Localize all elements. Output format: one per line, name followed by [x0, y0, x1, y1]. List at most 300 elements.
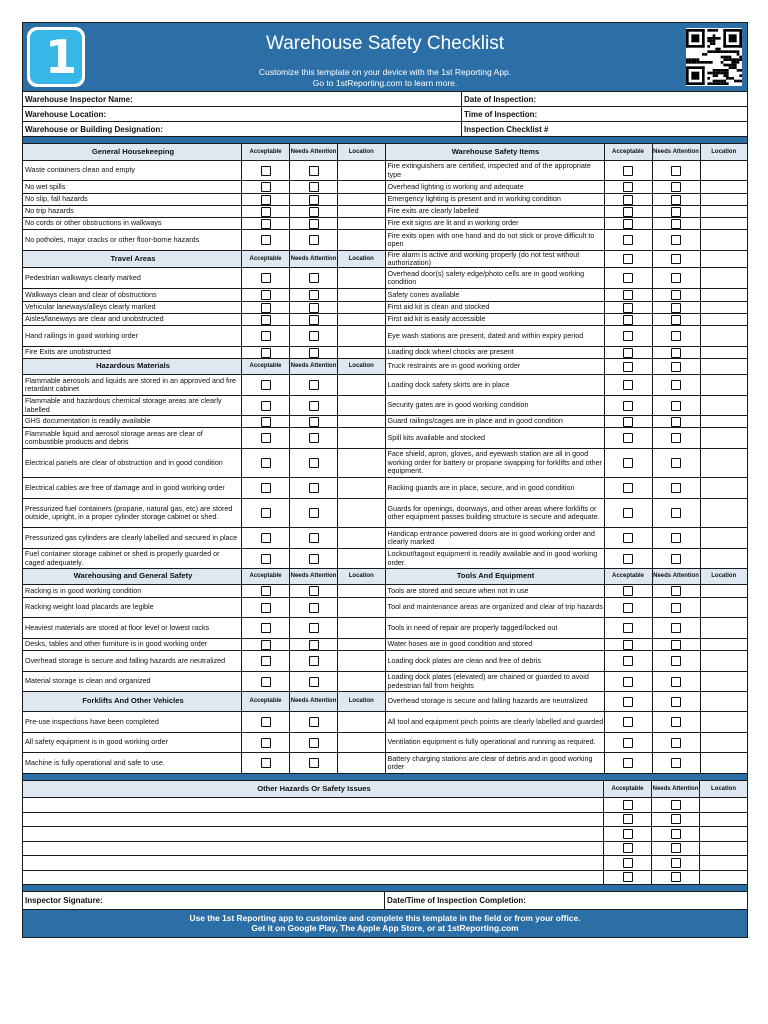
location-cell[interactable] — [701, 549, 748, 568]
needs-attention-checkbox[interactable] — [309, 331, 319, 341]
location-cell[interactable] — [701, 326, 748, 346]
needs-attention-checkbox[interactable] — [671, 738, 681, 748]
location-cell[interactable] — [338, 161, 385, 180]
needs-attention-checkbox[interactable] — [309, 315, 319, 325]
location-cell[interactable] — [338, 672, 385, 691]
acceptable-checkbox[interactable] — [261, 417, 271, 427]
needs-attention-checkbox[interactable] — [671, 207, 681, 217]
acceptable-checkbox[interactable] — [623, 362, 633, 372]
location-cell[interactable] — [338, 375, 385, 395]
location-cell[interactable] — [701, 302, 748, 313]
acceptable-checkbox[interactable] — [623, 401, 633, 411]
acceptable-checkbox[interactable] — [261, 182, 271, 192]
location-cell[interactable] — [338, 639, 385, 650]
needs-attention-checkbox[interactable] — [309, 273, 319, 283]
needs-attention-checkbox[interactable] — [309, 433, 319, 443]
section-header — [23, 358, 385, 374]
location-cell[interactable] — [338, 449, 385, 477]
acceptable-checkbox[interactable] — [623, 348, 633, 358]
checklist-row — [386, 732, 748, 752]
location-cell[interactable] — [701, 733, 748, 752]
acceptable-checkbox[interactable] — [623, 586, 633, 596]
checklist-item-label: Loading dock wheel chocks are present — [386, 347, 605, 358]
acceptable-cell — [605, 289, 653, 301]
checklist-row — [23, 193, 385, 205]
needs-attention-checkbox[interactable] — [671, 458, 681, 468]
needs-attention-cell — [290, 375, 338, 395]
location-cell[interactable] — [338, 651, 385, 671]
location-cell[interactable] — [701, 692, 748, 711]
acceptable-column-header: Acceptable — [242, 251, 290, 267]
needs-attention-checkbox[interactable] — [671, 290, 681, 300]
needs-attention-checkbox[interactable] — [671, 717, 681, 727]
other-hazard-text[interactable] — [23, 813, 604, 827]
location-cell[interactable] — [701, 161, 748, 180]
checklist-row — [23, 346, 385, 358]
acceptable-checkbox[interactable] — [623, 717, 633, 727]
location-cell[interactable] — [338, 181, 385, 193]
acceptable-checkbox[interactable] — [623, 195, 633, 205]
needs-attention-cell — [653, 499, 701, 527]
acceptable-checkbox[interactable] — [261, 640, 271, 650]
location-cell[interactable] — [338, 528, 385, 548]
needs-attention-checkbox[interactable] — [309, 417, 319, 427]
acceptable-cell — [605, 528, 653, 548]
location-cell[interactable] — [338, 302, 385, 313]
acceptable-checkbox[interactable] — [261, 303, 271, 313]
acceptable-checkbox[interactable] — [623, 458, 633, 468]
checklist-row — [23, 448, 385, 477]
needs-attention-checkbox[interactable] — [671, 380, 681, 390]
checklist-row — [23, 752, 385, 773]
acceptable-checkbox[interactable] — [623, 758, 633, 768]
location-cell[interactable] — [701, 651, 748, 671]
checklist-row — [386, 477, 748, 498]
acceptable-column-header: Acceptable — [242, 359, 290, 374]
acceptable-checkbox[interactable] — [623, 433, 633, 443]
needs-attention-checkbox[interactable] — [309, 182, 319, 192]
needs-attention-checkbox[interactable] — [671, 182, 681, 192]
needs-attention-checkbox[interactable] — [671, 697, 681, 707]
acceptable-checkbox[interactable] — [623, 235, 633, 245]
needs-attention-column-header: Needs Attention — [290, 569, 338, 584]
checklist-row — [386, 358, 748, 374]
acceptable-checkbox[interactable] — [261, 348, 271, 358]
location-cell[interactable] — [701, 194, 748, 205]
location-cell[interactable] — [338, 230, 385, 250]
needs-attention-checkbox[interactable] — [671, 166, 681, 176]
acceptable-checkbox[interactable] — [623, 331, 633, 341]
needs-attention-checkbox[interactable] — [309, 401, 319, 411]
needs-attention-checkbox[interactable] — [671, 586, 681, 596]
checklist-row — [386, 346, 748, 358]
needs-attention-checkbox[interactable] — [671, 273, 681, 283]
acceptable-checkbox[interactable] — [261, 656, 271, 666]
checklist-item-label: Flammable and hazardous chemical storage areas are clearly labelled — [23, 396, 242, 415]
checklist-item-label: Fire alarm is active and working properly (do not test without authorization) — [386, 251, 605, 267]
acceptable-checkbox[interactable] — [261, 603, 271, 613]
location-cell[interactable] — [701, 598, 748, 617]
needs-attention-checkbox[interactable] — [671, 219, 681, 229]
location-cell[interactable] — [701, 449, 748, 477]
needs-attention-checkbox[interactable] — [671, 417, 681, 427]
needs-attention-checkbox[interactable] — [309, 554, 319, 564]
checklist-row — [386, 548, 748, 568]
needs-attention-checkbox[interactable] — [309, 656, 319, 666]
location-column-header: Location — [701, 569, 748, 584]
acceptable-checkbox[interactable] — [261, 401, 271, 411]
needs-attention-cell — [652, 827, 700, 841]
checklist-item-label: Loading dock safety skirts are in place — [386, 375, 605, 395]
needs-attention-checkbox[interactable] — [309, 235, 319, 245]
needs-attention-cell — [290, 230, 338, 250]
acceptable-cell — [605, 416, 653, 427]
completion-datetime-field[interactable]: Date/Time of Inspection Completion: — [387, 896, 526, 905]
acceptable-cell — [605, 375, 653, 395]
acceptable-checkbox[interactable] — [261, 331, 271, 341]
acceptable-cell — [242, 598, 290, 617]
acceptable-checkbox[interactable] — [261, 483, 271, 493]
checklist-row — [386, 180, 748, 193]
needs-attention-checkbox[interactable] — [671, 858, 681, 868]
section-title: Travel Areas — [23, 251, 242, 267]
location-cell[interactable] — [338, 396, 385, 415]
location-cell[interactable] — [338, 206, 385, 217]
checklist-number-field[interactable]: Inspection Checklist # — [462, 121, 747, 136]
acceptable-cell — [242, 206, 290, 217]
location-column-header: Location — [338, 359, 385, 374]
checklist-item-label: Fire extinguishers are certified, inspected and of the appropriate type — [386, 161, 605, 180]
location-cell[interactable] — [338, 549, 385, 568]
inspector-signature-field[interactable]: Inspector Signature: — [23, 892, 385, 909]
location-cell[interactable] — [701, 375, 748, 395]
location-cell[interactable] — [701, 218, 748, 229]
acceptable-checkbox[interactable] — [261, 195, 271, 205]
acceptable-checkbox[interactable] — [261, 738, 271, 748]
location-cell[interactable] — [701, 268, 748, 288]
acceptable-checkbox[interactable] — [623, 677, 633, 687]
needs-attention-checkbox[interactable] — [309, 717, 319, 727]
needs-attention-checkbox[interactable] — [671, 623, 681, 633]
divider-bar — [23, 773, 747, 780]
acceptable-checkbox[interactable] — [261, 235, 271, 245]
needs-attention-checkbox[interactable] — [671, 433, 681, 443]
other-hazard-text[interactable] — [23, 842, 604, 856]
acceptable-cell — [604, 813, 652, 827]
location-cell[interactable] — [338, 268, 385, 288]
acceptable-checkbox[interactable] — [261, 586, 271, 596]
location-cell[interactable] — [700, 871, 747, 885]
needs-attention-checkbox[interactable] — [671, 829, 681, 839]
acceptable-cell — [242, 194, 290, 205]
needs-attention-checkbox[interactable] — [309, 303, 319, 313]
checklist-item-label: Guards for openings, doorways, and other areas where forklifts or other equipment passes building structure is secure and adequate. — [386, 499, 605, 527]
needs-attention-checkbox[interactable] — [671, 315, 681, 325]
checklist-row — [23, 229, 385, 250]
location-cell[interactable] — [701, 230, 748, 250]
acceptable-checkbox[interactable] — [261, 458, 271, 468]
checklist-row — [386, 374, 748, 395]
acceptable-checkbox[interactable] — [623, 697, 633, 707]
checklist-item-label: Ventilation equipment is fully operational and running as required. — [386, 733, 605, 752]
acceptable-checkbox[interactable] — [261, 380, 271, 390]
location-cell[interactable] — [338, 194, 385, 205]
acceptable-checkbox[interactable] — [261, 533, 271, 543]
acceptable-checkbox[interactable] — [623, 290, 633, 300]
acceptable-checkbox[interactable] — [261, 433, 271, 443]
acceptable-checkbox[interactable] — [261, 219, 271, 229]
right-checklist — [386, 143, 748, 773]
location-cell[interactable] — [700, 798, 747, 812]
location-cell[interactable] — [701, 499, 748, 527]
needs-attention-checkbox[interactable] — [309, 195, 319, 205]
checklist-row — [23, 498, 385, 527]
inspector-name-field[interactable]: Warehouse Inspector Name: — [23, 91, 462, 106]
location-cell[interactable] — [701, 206, 748, 217]
other-hazard-text[interactable] — [23, 856, 604, 870]
needs-attention-checkbox[interactable] — [309, 603, 319, 613]
acceptable-checkbox[interactable] — [623, 166, 633, 176]
needs-attention-checkbox[interactable] — [309, 508, 319, 518]
acceptable-cell — [242, 585, 290, 597]
needs-attention-checkbox[interactable] — [671, 362, 681, 372]
location-cell[interactable] — [701, 672, 748, 691]
acceptable-checkbox[interactable] — [623, 508, 633, 518]
needs-attention-checkbox[interactable] — [309, 738, 319, 748]
location-cell[interactable] — [701, 585, 748, 597]
checklist-row — [386, 427, 748, 448]
needs-attention-checkbox[interactable] — [309, 623, 319, 633]
checklist-row — [23, 205, 385, 217]
location-cell[interactable] — [338, 347, 385, 358]
location-cell[interactable] — [701, 712, 748, 732]
needs-attention-checkbox[interactable] — [671, 533, 681, 543]
location-cell[interactable] — [338, 289, 385, 301]
location-column-header: Location — [338, 144, 385, 160]
checklist-row — [386, 597, 748, 617]
other-hazards-section — [23, 780, 747, 884]
checklist-row — [386, 752, 748, 773]
checklist-item-label: First aid kit is clean and stocked — [386, 302, 605, 313]
needs-attention-checkbox[interactable] — [309, 348, 319, 358]
acceptable-cell — [605, 230, 653, 250]
acceptable-checkbox[interactable] — [261, 623, 271, 633]
needs-attention-checkbox[interactable] — [671, 843, 681, 853]
location-cell[interactable] — [701, 396, 748, 415]
location-cell[interactable] — [338, 478, 385, 498]
needs-attention-cell — [653, 206, 701, 217]
checklist-item-label: No wet spills — [23, 181, 242, 193]
acceptable-cell — [242, 230, 290, 250]
section-title: Hazardous Materials — [23, 359, 242, 374]
location-cell[interactable] — [338, 499, 385, 527]
acceptable-checkbox[interactable] — [623, 303, 633, 313]
needs-attention-checkbox[interactable] — [671, 331, 681, 341]
needs-attention-checkbox[interactable] — [671, 872, 681, 882]
acceptable-checkbox[interactable] — [623, 656, 633, 666]
acceptable-checkbox[interactable] — [623, 219, 633, 229]
location-cell[interactable] — [701, 428, 748, 448]
location-cell[interactable] — [338, 598, 385, 617]
location-cell[interactable] — [700, 856, 747, 870]
acceptable-cell — [242, 672, 290, 691]
location-cell[interactable] — [338, 428, 385, 448]
time-field[interactable]: Time of Inspection: — [462, 106, 747, 121]
needs-attention-cell — [653, 672, 701, 691]
checklist-row — [23, 217, 385, 229]
location-cell[interactable] — [700, 813, 747, 827]
acceptable-checkbox[interactable] — [623, 843, 633, 853]
acceptable-checkbox[interactable] — [623, 533, 633, 543]
needs-attention-checkbox[interactable] — [309, 166, 319, 176]
acceptable-cell — [604, 871, 652, 885]
needs-attention-checkbox[interactable] — [671, 758, 681, 768]
location-cell[interactable] — [338, 416, 385, 427]
checklist-item-label: Overhead door(s) safety edge/photo cells are in good working condition — [386, 268, 605, 288]
checklist-item-label: All tool and equipment pinch points are clearly labelled and guarded — [386, 712, 605, 732]
acceptable-checkbox[interactable] — [261, 677, 271, 687]
checklist-row — [386, 638, 748, 650]
other-hazard-text[interactable] — [23, 871, 604, 885]
acceptable-checkbox[interactable] — [261, 554, 271, 564]
needs-attention-checkbox[interactable] — [671, 677, 681, 687]
checklist-row — [386, 229, 748, 250]
acceptable-checkbox[interactable] — [623, 483, 633, 493]
location-cell[interactable] — [701, 753, 748, 773]
date-field[interactable]: Date of Inspection: — [462, 91, 747, 106]
acceptable-checkbox[interactable] — [623, 814, 633, 824]
location-cell[interactable] — [701, 528, 748, 548]
location-cell[interactable] — [701, 618, 748, 638]
needs-attention-checkbox[interactable] — [671, 800, 681, 810]
location-cell[interactable] — [701, 478, 748, 498]
acceptable-cell — [605, 326, 653, 346]
location-cell[interactable] — [338, 585, 385, 597]
acceptable-checkbox[interactable] — [261, 758, 271, 768]
location-cell[interactable] — [700, 827, 747, 841]
needs-attention-cell — [290, 499, 338, 527]
needs-attention-checkbox[interactable] — [671, 640, 681, 650]
needs-attention-checkbox[interactable] — [671, 401, 681, 411]
location-cell[interactable] — [338, 218, 385, 229]
needs-attention-checkbox[interactable] — [309, 458, 319, 468]
needs-attention-checkbox[interactable] — [309, 207, 319, 217]
needs-attention-checkbox[interactable] — [309, 533, 319, 543]
location-cell[interactable] — [338, 733, 385, 752]
acceptable-checkbox[interactable] — [623, 738, 633, 748]
needs-attention-checkbox[interactable] — [671, 303, 681, 313]
needs-attention-checkbox[interactable] — [671, 195, 681, 205]
location-cell[interactable] — [338, 618, 385, 638]
location-cell[interactable] — [701, 251, 748, 267]
acceptable-checkbox[interactable] — [623, 417, 633, 427]
needs-attention-checkbox[interactable] — [309, 677, 319, 687]
checklist-item-label: No slip, fall hazards — [23, 194, 242, 205]
acceptable-checkbox[interactable] — [623, 872, 633, 882]
acceptable-checkbox[interactable] — [623, 254, 633, 264]
location-column-header: Location — [701, 144, 748, 160]
needs-attention-cell — [290, 314, 338, 325]
acceptable-checkbox[interactable] — [623, 603, 633, 613]
location-cell[interactable] — [701, 359, 748, 374]
acceptable-checkbox[interactable] — [623, 207, 633, 217]
acceptable-checkbox[interactable] — [623, 829, 633, 839]
checklist-item-label: Material storage is clean and organized — [23, 672, 242, 691]
needs-attention-checkbox[interactable] — [309, 758, 319, 768]
acceptable-checkbox[interactable] — [623, 800, 633, 810]
acceptable-checkbox[interactable] — [261, 508, 271, 518]
needs-attention-checkbox[interactable] — [671, 483, 681, 493]
needs-attention-cell — [290, 753, 338, 773]
location-cell[interactable] — [701, 347, 748, 358]
acceptable-checkbox[interactable] — [623, 315, 633, 325]
checklist-item-label: Truck restraints are in good working order — [386, 359, 605, 374]
checklist-item-label: Spill kits available and stocked — [386, 428, 605, 448]
checklist-row — [23, 374, 385, 395]
acceptable-checkbox[interactable] — [261, 290, 271, 300]
needs-attention-checkbox[interactable] — [309, 640, 319, 650]
location-cell[interactable] — [701, 314, 748, 325]
needs-attention-checkbox[interactable] — [309, 219, 319, 229]
acceptable-checkbox[interactable] — [623, 858, 633, 868]
needs-attention-checkbox[interactable] — [671, 603, 681, 613]
other-hazard-text[interactable] — [23, 798, 604, 812]
location-field[interactable]: Warehouse Location: — [23, 106, 462, 121]
needs-attention-checkbox[interactable] — [671, 554, 681, 564]
needs-attention-checkbox[interactable] — [309, 586, 319, 596]
location-cell[interactable] — [701, 416, 748, 427]
acceptable-checkbox[interactable] — [261, 207, 271, 217]
location-cell[interactable] — [700, 842, 747, 856]
needs-attention-checkbox[interactable] — [671, 814, 681, 824]
location-cell[interactable] — [338, 712, 385, 732]
needs-attention-checkbox[interactable] — [671, 508, 681, 518]
acceptable-checkbox[interactable] — [623, 182, 633, 192]
needs-attention-checkbox[interactable] — [309, 290, 319, 300]
acceptable-cell — [605, 449, 653, 477]
checklist-row — [386, 288, 748, 301]
checklist-item-label: All safety equipment is in good working order — [23, 733, 242, 752]
location-column-header: Location — [700, 781, 747, 797]
location-cell[interactable] — [338, 326, 385, 346]
acceptable-checkbox[interactable] — [261, 273, 271, 283]
location-cell[interactable] — [701, 181, 748, 193]
acceptable-cell — [605, 712, 653, 732]
acceptable-checkbox[interactable] — [623, 273, 633, 283]
needs-attention-checkbox[interactable] — [671, 348, 681, 358]
needs-attention-checkbox[interactable] — [309, 380, 319, 390]
needs-attention-checkbox[interactable] — [671, 656, 681, 666]
location-cell[interactable] — [338, 314, 385, 325]
acceptable-checkbox[interactable] — [261, 717, 271, 727]
other-hazard-text[interactable] — [23, 827, 604, 841]
needs-attention-cell — [652, 813, 700, 827]
needs-attention-checkbox[interactable] — [671, 235, 681, 245]
location-cell[interactable] — [701, 639, 748, 650]
acceptable-checkbox[interactable] — [261, 315, 271, 325]
acceptable-checkbox[interactable] — [623, 640, 633, 650]
needs-attention-checkbox[interactable] — [671, 254, 681, 264]
location-cell[interactable] — [338, 753, 385, 773]
designation-field[interactable]: Warehouse or Building Designation: — [23, 121, 462, 136]
acceptable-checkbox[interactable] — [623, 623, 633, 633]
location-cell[interactable] — [701, 289, 748, 301]
acceptable-checkbox[interactable] — [623, 380, 633, 390]
acceptable-checkbox[interactable] — [623, 554, 633, 564]
acceptable-cell — [242, 733, 290, 752]
needs-attention-checkbox[interactable] — [309, 483, 319, 493]
acceptable-checkbox[interactable] — [261, 166, 271, 176]
